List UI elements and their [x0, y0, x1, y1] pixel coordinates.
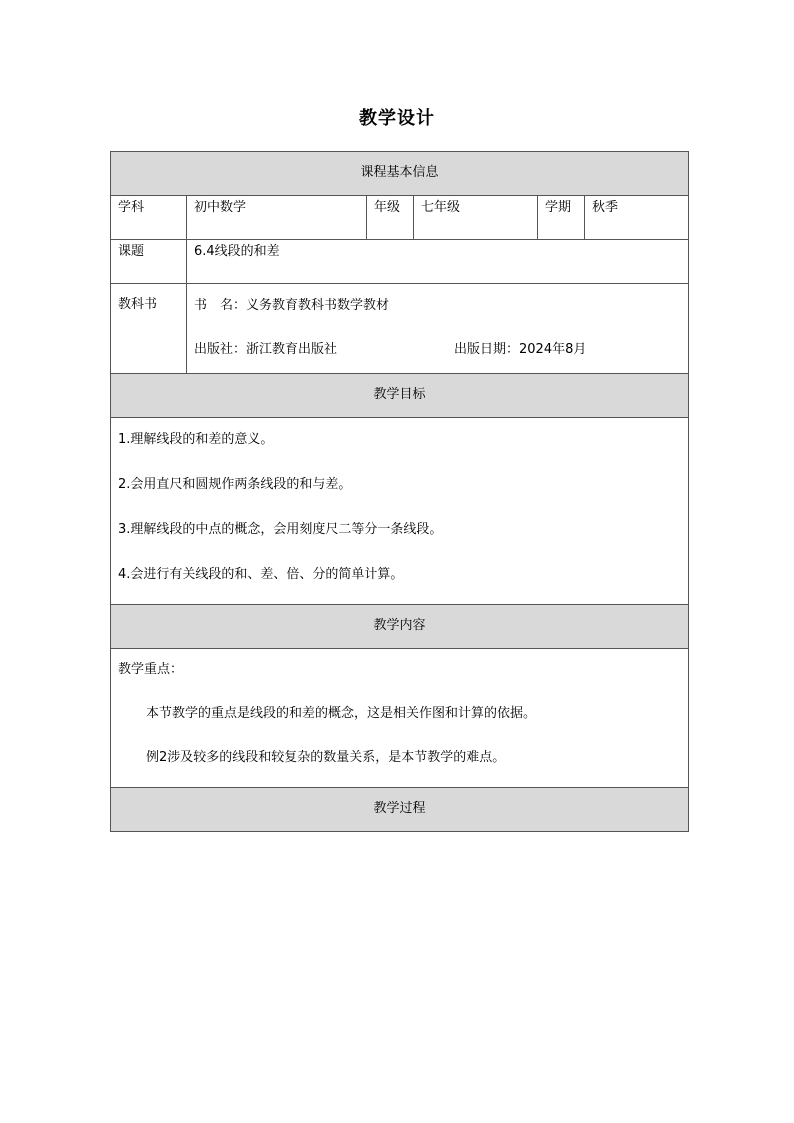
- document-title: 教学设计: [359, 108, 435, 129]
- book-name: 书 名：义务教育教科书数学教材: [194, 298, 390, 313]
- process-header: 教学过程: [111, 788, 689, 832]
- publisher: 出版社：浙江教育出版社: [194, 342, 338, 357]
- subject-label: 学科: [111, 196, 187, 240]
- grade-label: 年级: [367, 196, 414, 240]
- publisher-row: [194, 328, 681, 372]
- content-header: 教学内容: [111, 605, 689, 649]
- key-points-label: 教学重点：: [118, 662, 184, 677]
- subject-value: 初中数学: [187, 196, 367, 240]
- key-points-text: 本节教学的重点是线段的和差的概念，这是相关作图和计算的依据。: [146, 706, 537, 721]
- term-value: 秋季: [585, 196, 689, 240]
- objective-item: 2.会用直尺和圆规作两条线段的和与差。: [118, 477, 352, 492]
- grade-value: 七年级: [414, 196, 538, 240]
- objective-item: 3.理解线段的中点的概念，会用刻度尺二等分一条线段。: [118, 522, 443, 537]
- term-label: 学期: [538, 196, 585, 240]
- textbook-label: 教科书: [111, 284, 187, 374]
- textbook-info: [187, 284, 689, 374]
- difficulty-text: 例2涉及较多的线段和较复杂的数量关系，是本节教学的难点。: [146, 750, 506, 765]
- basic-info-header: 课程基本信息: [111, 152, 689, 196]
- publish-date: 出版日期：2024年8月: [454, 342, 587, 357]
- objectives-header: 教学目标: [111, 374, 689, 418]
- topic-value: 6.4线段的和差: [187, 240, 689, 284]
- objective-item: 1.理解线段的和差的意义。: [118, 432, 274, 447]
- topic-label: 课题: [111, 240, 187, 284]
- content-body: [111, 649, 689, 788]
- objective-item: 4.会进行有关线段的和、差、倍、分的简单计算。: [118, 567, 404, 582]
- lesson-plan-table: [110, 151, 689, 832]
- objectives-list: [111, 418, 689, 605]
